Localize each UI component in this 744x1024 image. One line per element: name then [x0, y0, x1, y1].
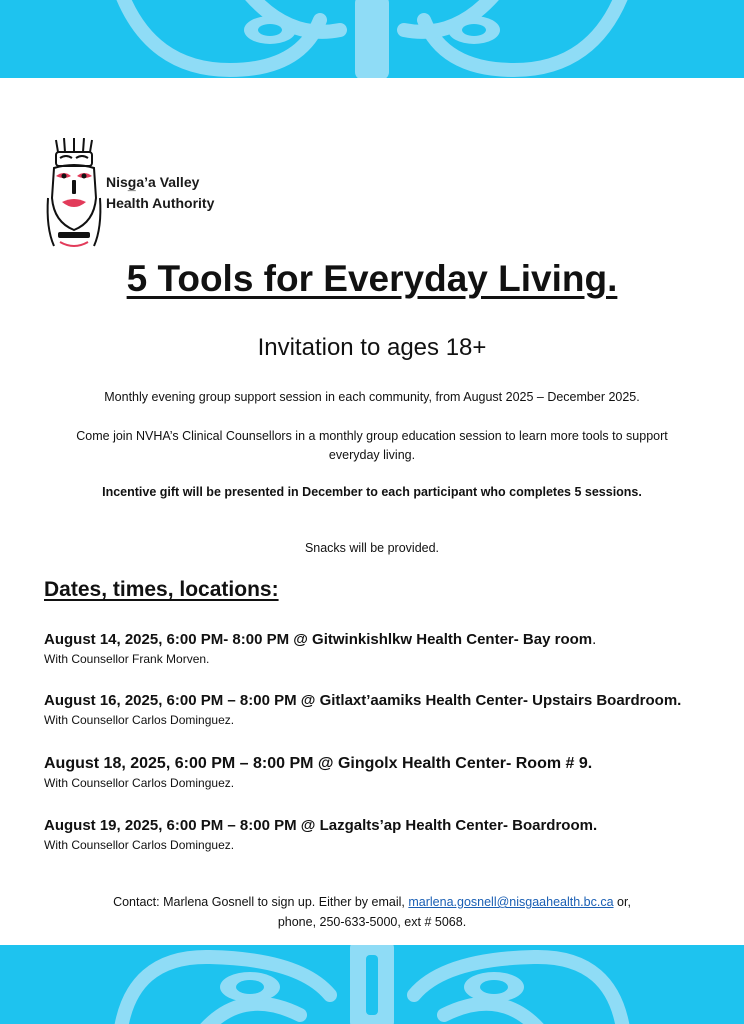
- event-counsellor: With Counsellor Carlos Dominguez.: [44, 776, 235, 790]
- page-subtitle: Invitation to ages 18+: [257, 334, 487, 361]
- event-item: [44, 630, 724, 668]
- event-heading: August 19, 2025, 6:00 PM – 8:00 PM @ Lazgalts’ap Health Center- Boardroom.: [44, 817, 598, 834]
- intro-snacks: Snacks will be provided.: [304, 541, 440, 555]
- page-title: 5 Tools for Everyday Living.: [126, 258, 618, 299]
- bottom-banner: [0, 945, 744, 1024]
- event-item: [44, 691, 724, 729]
- formline-art-top: [0, 0, 744, 78]
- intro-description: Come join NVHA’s Clinical Counsellors in a monthly group education session to learn more tools to support everyday living.: [76, 429, 668, 462]
- org-name: [106, 172, 214, 214]
- contact-info: [40, 892, 704, 932]
- event-heading: August 18, 2025, 6:00 PM – 8:00 PM @ Gingolx Health Center- Room # 9.: [44, 755, 593, 772]
- org-name-line2: Health Authority: [106, 195, 215, 211]
- intro-incentive: Incentive gift will be presented in December to each participant who completes 5 sessions.: [102, 485, 642, 499]
- event-heading-tail: .: [592, 631, 597, 648]
- nvha-logo: [44, 138, 104, 253]
- event-heading: August 14, 2025, 6:00 PM- 8:00 PM @ Gitwinkishlkw Health Center- Bay room: [44, 631, 593, 648]
- event-counsellor: With Counsellor Frank Morven.: [44, 652, 210, 666]
- event-counsellor: With Counsellor Carlos Dominguez.: [44, 713, 235, 727]
- contact-text-after: or,: [613, 895, 631, 909]
- event-counsellor: With Counsellor Carlos Dominguez.: [44, 838, 235, 852]
- intro-schedule: Monthly evening group support session in each community, from August 2025 – December 2025.: [104, 390, 640, 404]
- contact-email-link[interactable]: marlena.gosnell@nisgaahealth.bc.ca: [408, 895, 614, 909]
- formline-art-bottom: [0, 945, 744, 1024]
- section-title: Dates, times, locations:: [44, 578, 279, 601]
- org-name-line1: Nisg̲a’a Valley: [106, 174, 200, 190]
- top-banner: [0, 0, 744, 78]
- event-item: [44, 754, 724, 792]
- event-item: [44, 816, 724, 854]
- contact-text: Contact: Marlena Gosnell to sign up. Either by email,: [113, 895, 409, 909]
- event-heading: August 16, 2025, 6:00 PM – 8:00 PM @ Gitlaxt’aamiks Health Center- Upstairs Boardroom.: [44, 692, 682, 709]
- contact-phone: phone, 250-633-5000, ext # 5068.: [277, 915, 467, 929]
